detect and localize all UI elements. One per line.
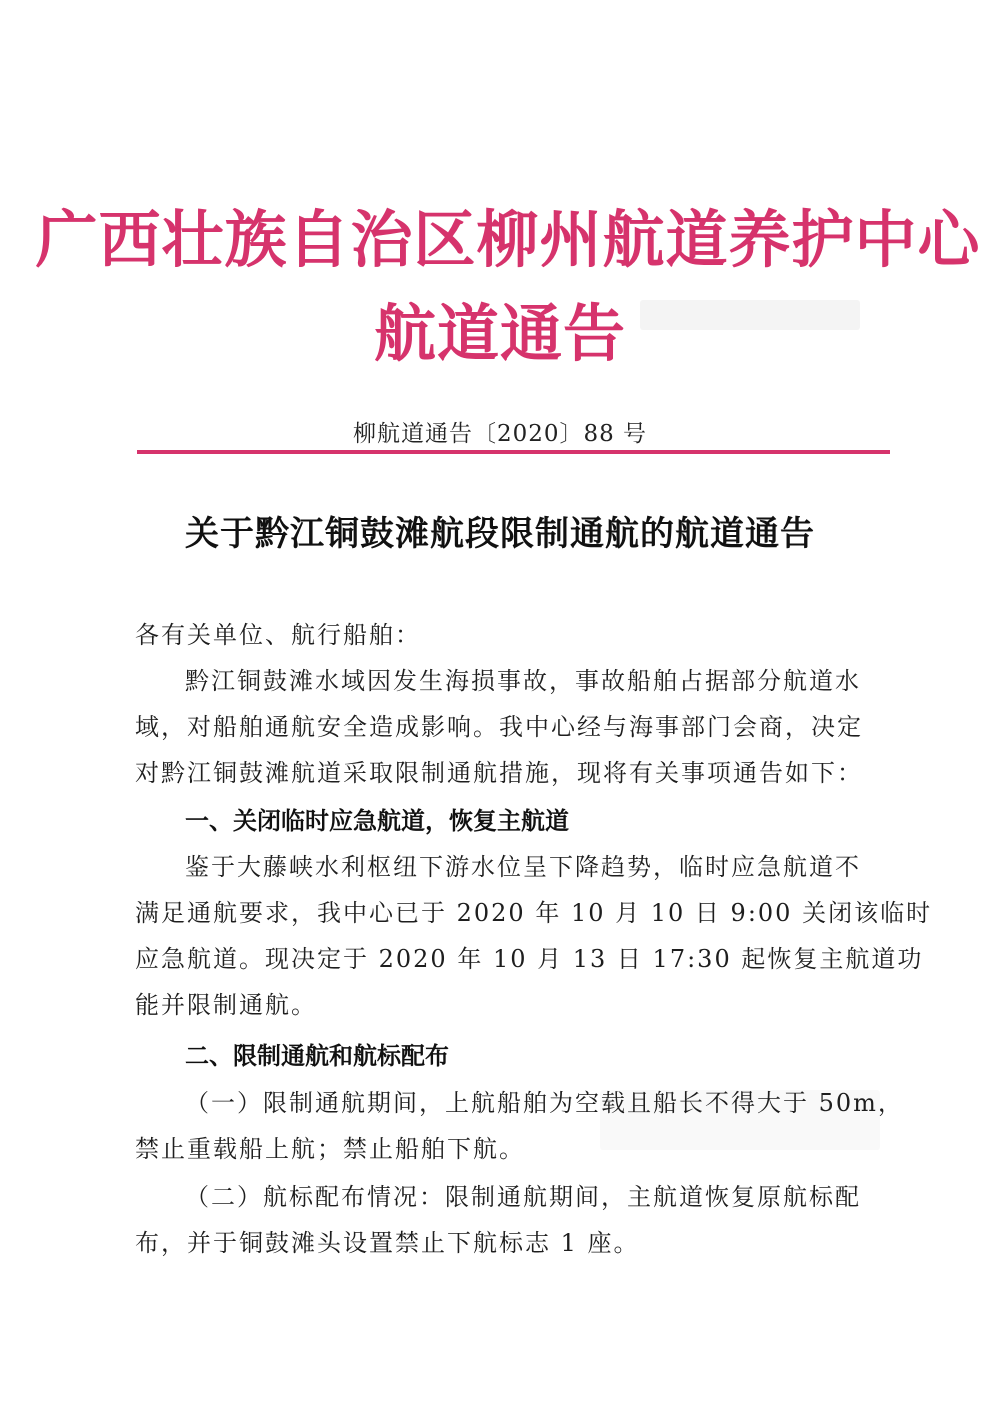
section2-item1-line: 禁止重载船上航；禁止船舶下航。 [135,1135,525,1163]
intro-line: 对黔江铜鼓滩航道采取限制通航措施，现将有关事项通告如下： [135,759,863,787]
section2-item1-line: （一）限制通航期间，上航船舶为空载且船长不得大于 50m， [185,1089,904,1117]
section2-item2-line: 布，并于铜鼓滩头设置禁止下航标志 1 座。 [135,1229,640,1257]
section2-item2-line: （二）航标配布情况：限制通航期间，主航道恢复原航标配 [185,1183,861,1211]
section1-heading: 一、关闭临时应急航道，恢复主航道 [185,807,569,835]
intro-line: 黔江铜鼓滩水域因发生海损事故，事故船舶占据部分航道水 [185,667,861,695]
document-number: 柳航道通告〔2020〕88 号 [352,421,648,447]
section1-line: 应急航道。现决定于 2020 年 10 月 13 日 17:30 起恢复主航道功 [135,945,924,973]
notice-subject-title: 关于黔江铜鼓滩航段限制通航的航道通告 [185,514,815,554]
section1-line: 满足通航要求，我中心已于 2020 年 10 月 10 日 9:00 关闭该临时 [135,899,933,927]
section1-line: 鉴于大藤峡水利枢纽下游水位呈下降趋势，临时应急航道不 [185,853,861,881]
intro-line: 域，对船舶通航安全造成影响。我中心经与海事部门会商，决定 [135,713,863,741]
issuing-organization-title: 广西壮族自治区柳州航道养护中心 [35,203,981,276]
salutation: 各有关单位、航行船舶： [135,621,421,649]
red-header-divider [137,450,890,454]
section2-heading: 二、限制通航和航标配布 [185,1042,449,1070]
section1-line: 能并限制通航。 [135,991,317,1019]
document-type-title: 航道通告 [373,297,626,370]
